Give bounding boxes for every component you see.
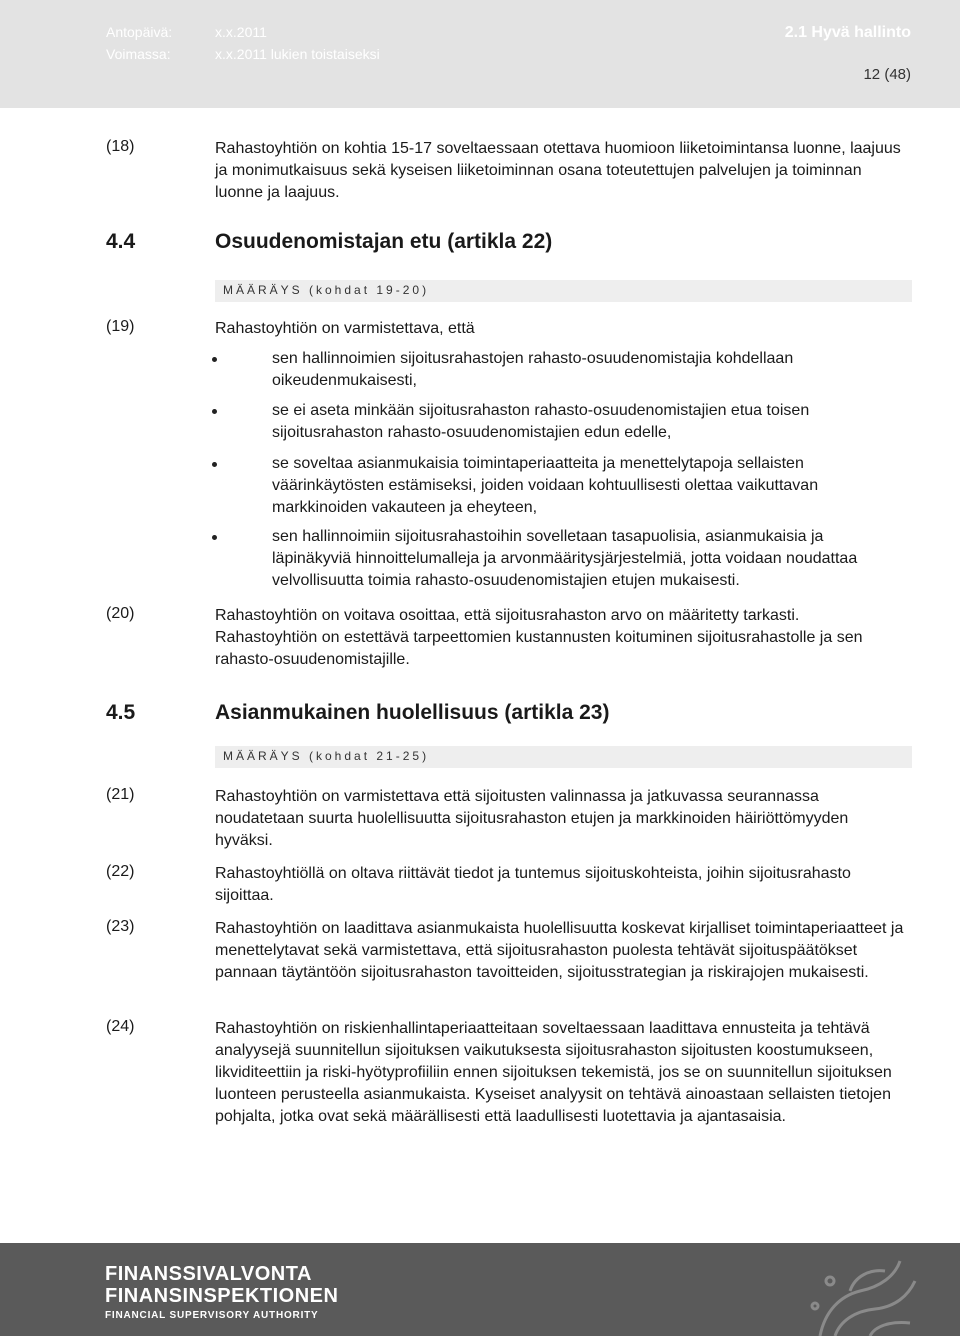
logo-text-finnish: FINANSSIVALVONTA bbox=[105, 1263, 312, 1285]
bullet-icon bbox=[212, 357, 217, 362]
list-item bbox=[272, 400, 897, 444]
list-item-text: se soveltaa asianmukaisia toimintaperiaatteita ja menettelytapoja sellaisten väärinkäytösten estämiseksi, joiden voidaan kohtuullisesti olettaa vaikuttavan markkinoiden vakauteen ja eheyteen, bbox=[272, 455, 819, 516]
paragraph-number: (21) bbox=[106, 786, 135, 803]
regulation-bar bbox=[215, 746, 912, 768]
lion-emblem-icon bbox=[800, 1251, 920, 1336]
regulation-bar bbox=[215, 280, 912, 302]
bullet-icon bbox=[212, 409, 217, 414]
section-title: 2.1 Hyvä hallinto bbox=[784, 24, 911, 41]
list-item-text: se ei aseta minkään sijoitusrahaston rahasto-osuudenomistajien etua toisen sijoitusrahaston rahasto-osuudenomistajien edun edelle, bbox=[272, 402, 810, 441]
bullet-icon bbox=[212, 462, 217, 467]
logo-text-swedish: FINANSINSPEKTIONEN bbox=[105, 1285, 339, 1307]
received-value: x.x.2011 bbox=[215, 24, 267, 40]
page-number: 12 (48) bbox=[863, 66, 911, 83]
paragraph-body: Rahastoyhtiön on laadittava asianmukaista huolellisuutta koskevat kirjalliset toimintaperiaatteet ja menettelytavat sekä varmistettava, että sijoitusrahaston puolesta tehtävät sijoituspäätökset pannaan täytäntöön sijoitusrahaston tavoitteiden, sijoitusstrategian ja riskirajojen mukaisesti. bbox=[215, 920, 904, 981]
paragraph-text bbox=[215, 605, 905, 671]
valid-label: Voimassa: bbox=[106, 46, 171, 62]
page-header bbox=[0, 0, 960, 108]
regulation-label: MÄÄRÄYS (kohdat 21-25) bbox=[223, 749, 430, 763]
paragraph-text bbox=[215, 863, 905, 907]
logo-text-english: FINANCIAL SUPERVISORY AUTHORITY bbox=[105, 1310, 319, 1321]
paragraph-number: (22) bbox=[106, 863, 135, 880]
paragraph-number: (18) bbox=[106, 138, 135, 155]
section-number: 4.5 bbox=[106, 701, 136, 724]
received-label: Antopäivä: bbox=[106, 24, 173, 40]
paragraph-text bbox=[215, 918, 905, 984]
list-item bbox=[272, 453, 897, 519]
paragraph-body: Rahastoyhtiöllä on oltava riittävät tiedot ja tuntemus sijoituskohteista, joihin sijoitusrahasto sijoittaa. bbox=[215, 865, 851, 904]
paragraph-text bbox=[215, 318, 905, 340]
section-title-text: Osuudenomistajan etu (artikla 22) bbox=[215, 230, 553, 253]
list-item bbox=[272, 348, 897, 392]
bullet-icon bbox=[212, 535, 217, 540]
paragraph-number: (23) bbox=[106, 918, 135, 935]
section-title-text: Asianmukainen huolellisuus (artikla 23) bbox=[215, 701, 610, 724]
paragraph-body: Rahastoyhtiön on varmistettava että sijoitusten valinnassa ja jatkuvassa seurannassa noudatetaan suurta huolellisuutta sijoitusrahaston etujen ja markkinoiden häiriöttömyyden hyväksi. bbox=[215, 788, 849, 849]
section-number: 4.4 bbox=[106, 230, 136, 253]
regulation-label: MÄÄRÄYS (kohdat 19-20) bbox=[223, 283, 430, 297]
paragraph-number: (19) bbox=[106, 318, 135, 335]
page-footer bbox=[0, 1243, 960, 1336]
paragraph-number: (20) bbox=[106, 605, 135, 622]
list-item bbox=[272, 526, 897, 592]
paragraph-text bbox=[215, 786, 905, 852]
paragraph-body: Rahastoyhtiön on voitava osoittaa, että sijoitusrahaston arvo on määritetty tarkasti. Rahastoyhtiön on estettävä tarpeettomien kustannusten koituminen sijoitusrahastolle ja sen rahasto-osuudenomistajille. bbox=[215, 607, 863, 668]
valid-value: x.x.2011 lukien toistaiseksi bbox=[215, 46, 380, 62]
paragraph-text bbox=[215, 138, 905, 204]
paragraph-body: Rahastoyhtiön on riskienhallintaperiaatteitaan soveltaessaan laadittava ennusteita ja tehtävä analyysejä suunnitellun sijoituksen vaikutuksesta sijoitusrahaston sijoitusten koostumukseen, likviditeettiin ja riski-hyötyprofiiliin ennen sijoituksen tekemistä, jos se on suunnitellun sijoituksen luonteen perusteella asianmukaista. Kyseiset analyysit on tehtävä ainoastaan sellaisten tietojen pohjalta, jotka ovat sekä määrällisesti että laadullisesti luotettavia ja ajantasaisia. bbox=[215, 1020, 892, 1125]
paragraph-number: (24) bbox=[106, 1018, 135, 1035]
list-item-text: sen hallinnoimien sijoitusrahastojen rahasto-osuudenomistajia kohdellaan oikeudenmukaisesti, bbox=[272, 350, 794, 389]
paragraph-body: Rahastoyhtiön on varmistettava, että bbox=[215, 320, 475, 337]
list-item-text: sen hallinnoimiin sijoitusrahastoihin sovelletaan tasapuolisia, asianmukaisia ja läpinäkyviä hinnoittelumalleja ja arvonmääritysjärjestelmiä, jotta voidaan noudattaa velvollisuutta toimia rahasto-osuudenomistajien etujen mukaisesti. bbox=[272, 528, 858, 589]
paragraph-body: Rahastoyhtiön on kohtia 15-17 soveltaessaan otettava huomioon liiketoimintansa luonne, laajuus ja monimutkaisuus sekä kyseisen liiketoiminnan osana toteutettujen palvelujen ja toiminnan luonne ja laajuus. bbox=[215, 140, 901, 201]
paragraph-text bbox=[215, 1018, 905, 1128]
